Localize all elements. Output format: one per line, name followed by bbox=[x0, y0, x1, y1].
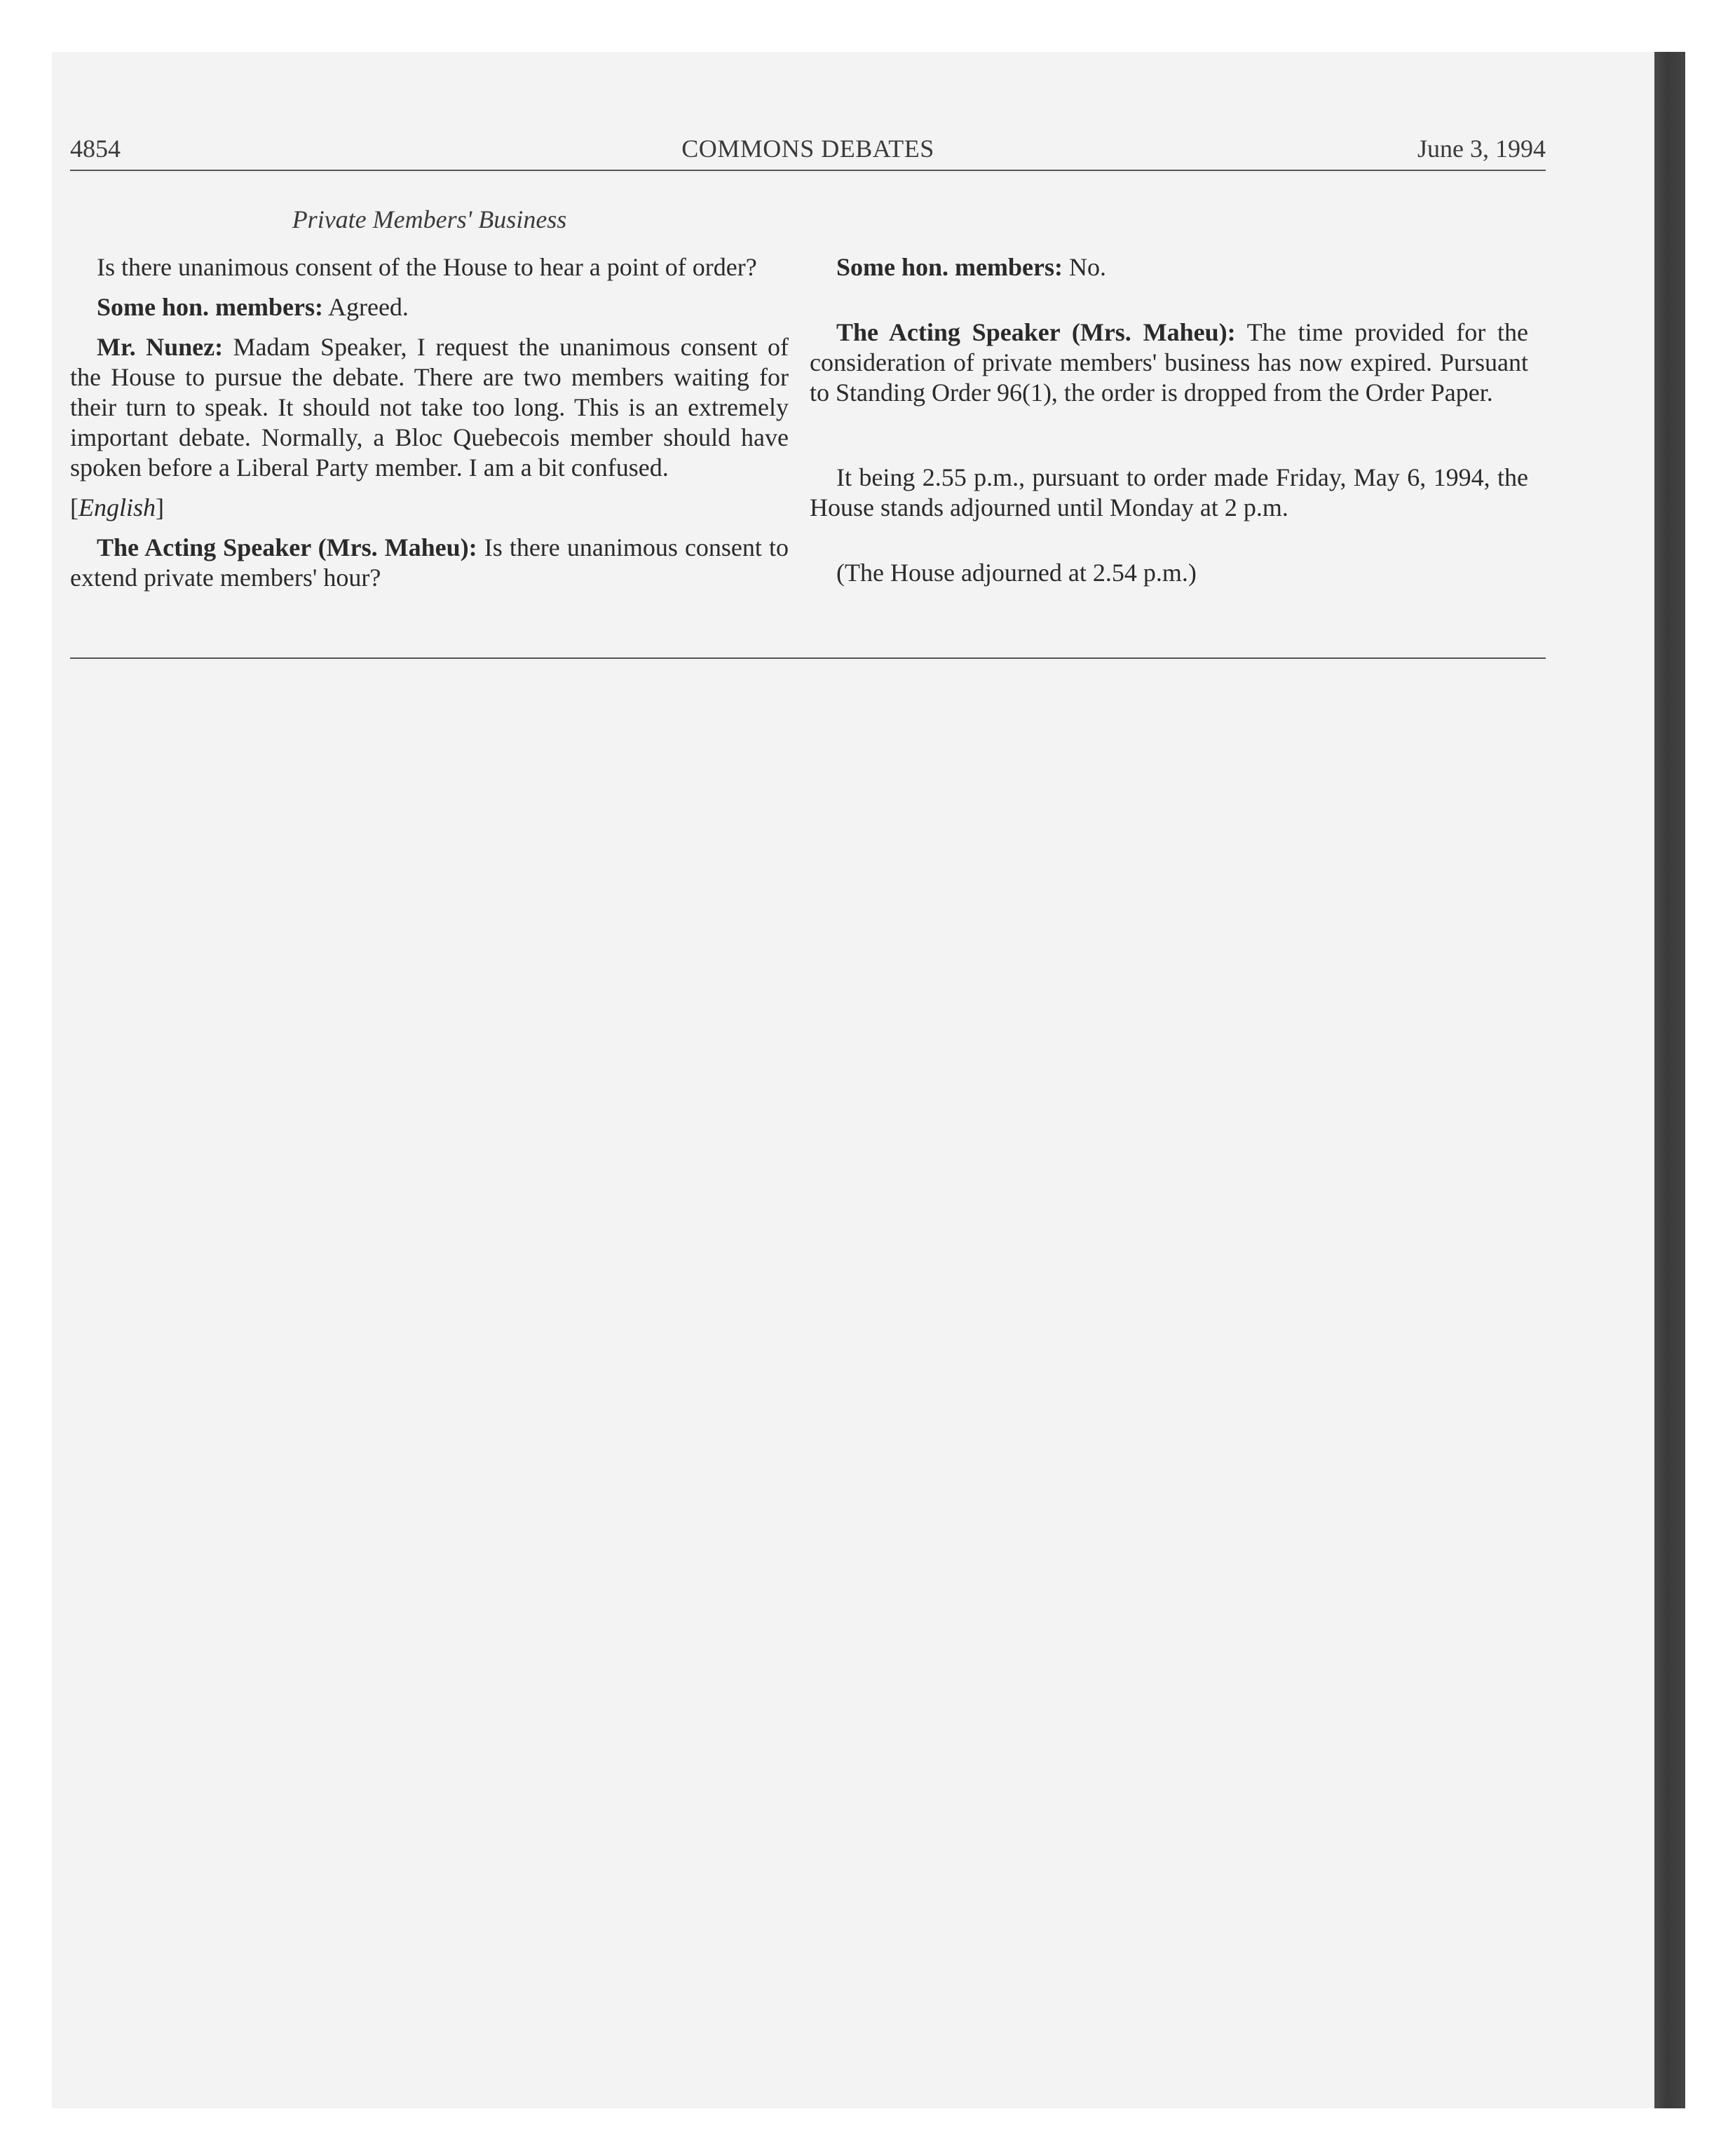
header-rule bbox=[70, 170, 1546, 171]
paragraph bbox=[70, 533, 789, 593]
language-marker: [English] bbox=[70, 493, 165, 521]
paragraph-text: Is there unanimous consent of the House to hear a point of order? bbox=[97, 253, 757, 281]
scan-edge-shadow bbox=[1654, 52, 1685, 2108]
speaker-name: The Acting Speaker (Mrs. Maheu): bbox=[97, 533, 477, 561]
right-column bbox=[810, 252, 1528, 588]
footer-rule bbox=[70, 657, 1546, 659]
paragraph-text: Madam Speaker, I request the unanimous consent of the House to pursue the debate. There are two members waiting for their turn to speak. It should not take too long. This is an extremely important debate. Normally, a Bloc Quebecois member should have spoken before a Liberal Party member. I am a bit confused. bbox=[70, 333, 789, 482]
paragraph-text: Agreed. bbox=[322, 293, 409, 321]
paragraph bbox=[70, 252, 789, 282]
paragraph-text: The time provided for the consideration of private members' business has now expired. Pursuant to Standing Order 96(1), the order is dropped from the Order Paper. bbox=[810, 318, 1529, 407]
journal-title: COMMONS DEBATES bbox=[681, 135, 934, 163]
speaker-name: Some hon. members: bbox=[97, 293, 323, 321]
paragraph-text: Is there unanimous consent to extend private members' hour? bbox=[70, 533, 789, 592]
speaker-name: The Acting Speaker (Mrs. Maheu): bbox=[836, 318, 1236, 346]
paragraph bbox=[810, 318, 1528, 408]
paragraph bbox=[70, 332, 789, 483]
adjournment-paragraph bbox=[810, 463, 1528, 523]
speaker-name: Some hon. members: bbox=[836, 253, 1063, 281]
language-name: English bbox=[79, 493, 156, 521]
section-heading: Private Members' Business bbox=[292, 205, 567, 233]
speaker-name: Mr. Nunez: bbox=[97, 333, 224, 361]
paragraph-text: No. bbox=[1062, 253, 1106, 281]
paragraph-text: (The House adjourned at 2.54 p.m.) bbox=[836, 559, 1197, 587]
issue-date: June 3, 1994 bbox=[1417, 135, 1546, 163]
page-number: 4854 bbox=[70, 135, 121, 163]
paragraph bbox=[70, 292, 789, 322]
paragraph bbox=[810, 252, 1528, 282]
running-header bbox=[70, 132, 1546, 165]
left-column bbox=[70, 252, 789, 593]
adjournment-note bbox=[810, 558, 1528, 588]
paragraph-text: It being 2.55 p.m., pursuant to order made Friday, May 6, 1994, the House stands adjourned until Monday at 2 p.m. bbox=[810, 463, 1528, 521]
